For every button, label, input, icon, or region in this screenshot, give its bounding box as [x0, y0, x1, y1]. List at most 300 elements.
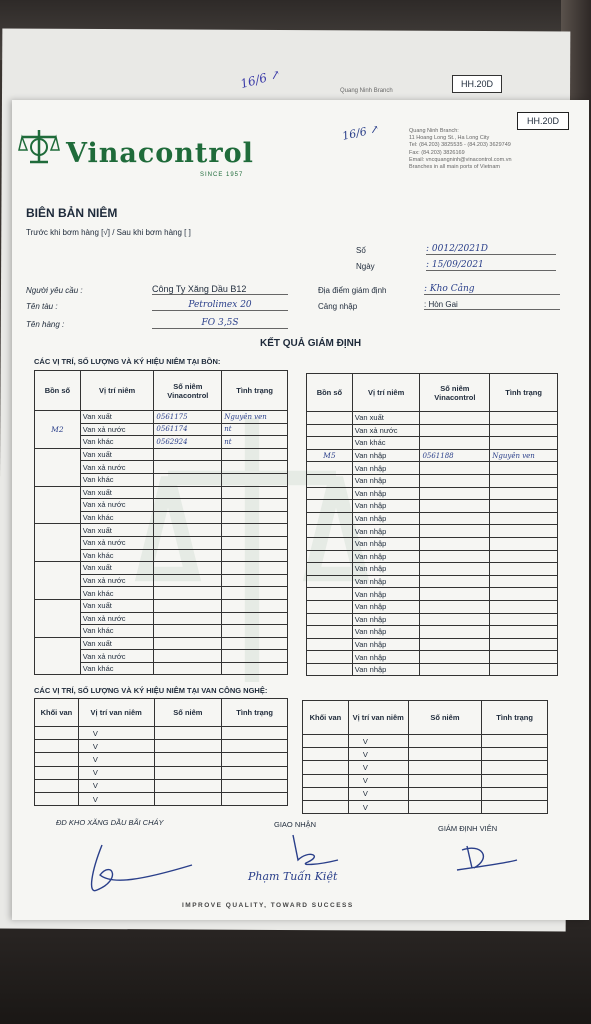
tank-number-cell: [307, 512, 353, 525]
valve-position-cell: Van khác: [352, 437, 420, 450]
valve-position-cell: Van xả nước: [80, 650, 154, 663]
inspector-label: GIÁM ĐỊNH VIÊN: [438, 824, 498, 833]
seal-number-cell: [154, 511, 222, 524]
cang-nhap-value: : Hòn Gai: [424, 300, 560, 310]
condition-cell: [490, 613, 558, 626]
back-branch-label: Quang Ninh Branch: [340, 88, 393, 94]
depot-signature-label: ĐD KHO XĂNG DẦU BÃI CHÁY: [56, 818, 164, 827]
valve-position-cell: Van xả nước: [80, 461, 154, 474]
tank-number-cell: [307, 613, 353, 626]
seal-number-cell: [420, 525, 490, 538]
tinh-trang-header: Tình trạng: [490, 374, 558, 412]
table-row: [303, 787, 548, 800]
valve-position-cell: V: [78, 766, 154, 779]
table-row: [307, 563, 558, 576]
valve-position-cell: Van nhập: [352, 550, 420, 563]
condition-cell: [222, 599, 288, 612]
condition-cell: [490, 588, 558, 601]
back-form-code: HH.20D: [452, 75, 502, 93]
valve-block-cell: [35, 727, 79, 740]
seal-number-cell: [420, 412, 490, 425]
document-sheet: [12, 100, 589, 920]
condition-cell: [222, 662, 288, 675]
seal-number-cell: [154, 574, 222, 587]
condition-cell: [222, 637, 288, 650]
branch-line: Email: vncquangninh@vinacontrol.com.vn: [409, 156, 512, 163]
condition-cell: [222, 727, 288, 740]
valve-position-cell: V: [348, 735, 408, 748]
table-row: [307, 638, 558, 651]
table-row: [307, 575, 558, 588]
valve-position-cell: Van nhập: [352, 588, 420, 601]
valve-position-cell: Van nhập: [352, 512, 420, 525]
seal-number-cell: [154, 536, 222, 549]
seal-number-cell: [420, 437, 490, 450]
table-row: [307, 525, 558, 538]
tank-number-cell: [35, 562, 81, 600]
tinh-trang-header: Tình trạng: [222, 371, 288, 411]
seal-number-cell: 0561175: [154, 411, 222, 424]
valve-position-cell: V: [78, 740, 154, 753]
tank-number-cell: M2: [35, 411, 81, 449]
table-row: [35, 792, 288, 805]
background-bottom: [0, 920, 591, 1024]
valve-position-cell: Van xả nước: [352, 424, 420, 437]
condition-cell: [490, 500, 558, 513]
table-row: [303, 800, 548, 813]
condition-cell: [482, 774, 548, 787]
condition-cell: [490, 537, 558, 550]
valve-position-cell: Van nhập: [352, 600, 420, 613]
table-row: [307, 613, 558, 626]
condition-cell: [490, 474, 558, 487]
tank-number-cell: [35, 637, 81, 675]
condition-cell: [222, 625, 288, 638]
vi-tri-van-header: Vị trí van niêm: [78, 699, 154, 727]
valve-position-cell: Van nhập: [352, 525, 420, 538]
branch-line: Fax: (84.203) 3826169: [409, 149, 465, 156]
seal-number-cell: [154, 650, 222, 663]
seal-number-cell: [420, 651, 490, 664]
bon-so-header: Bồn số: [307, 374, 353, 412]
valve-position-cell: Van xuất: [80, 448, 154, 461]
branch-line: Tel: (84.203) 3825535 - (84.203) 3629749: [409, 142, 511, 149]
tank-number-cell: [307, 412, 353, 425]
valve-position-cell: V: [348, 787, 408, 800]
branch-line: 11 Hoang Long St., Ha Long City: [409, 135, 490, 142]
table-row: [307, 663, 558, 676]
branch-line: Quang Ninh Branch:: [409, 128, 459, 134]
table-row: [307, 626, 558, 639]
nguoi-yeu-cau-value: Công Ty Xăng Dầu B12: [152, 284, 288, 295]
condition-cell: [222, 587, 288, 600]
seal-number-cell: [420, 537, 490, 550]
seal-number-cell: [420, 500, 490, 513]
seal-number-cell: 0562924: [154, 436, 222, 449]
vinacontrol-logo-text: Vinacontrol: [66, 138, 254, 169]
seal-number-cell: [154, 779, 222, 792]
seal-number-cell: [154, 461, 222, 474]
seal-number-cell: [154, 549, 222, 562]
tank-table-left: [34, 370, 288, 675]
vi-tri-niem-header: Vị trí niêm: [80, 371, 154, 411]
table-row: [35, 753, 288, 766]
condition-cell: [490, 462, 558, 475]
giao-nhan-signature-name: Phạm Tuấn Kiệt: [248, 870, 338, 883]
table-row: [303, 761, 548, 774]
condition-cell: [490, 525, 558, 538]
seal-number-cell: [408, 761, 482, 774]
condition-cell: [490, 437, 558, 450]
condition-cell: [490, 550, 558, 563]
table-row: [307, 588, 558, 601]
khoi-van-header: Khối van: [35, 699, 79, 727]
inspector-signature: [452, 838, 522, 878]
valve-position-cell: Van khác: [80, 436, 154, 449]
tank-table-right: [306, 373, 558, 676]
tank-number-cell: [307, 563, 353, 576]
vi-tri-niem-header: Vị trí niêm: [352, 374, 420, 412]
seal-number-cell: [154, 448, 222, 461]
seal-number-cell: [408, 787, 482, 800]
valve-position-cell: Van nhập: [352, 449, 420, 462]
so-niem-header: Số niêm: [154, 699, 222, 727]
table-row: [307, 462, 558, 475]
valve-position-cell: V: [78, 779, 154, 792]
table-row: [35, 637, 288, 650]
dia-diem-value: : Kho Cảng: [424, 284, 560, 295]
condition-cell: [222, 650, 288, 663]
so-niem-header: Số niêm Vinacontrol: [420, 374, 490, 412]
form-code: HH.20D: [517, 112, 569, 130]
condition-cell: [490, 512, 558, 525]
valve-position-cell: V: [348, 800, 408, 813]
seal-number-cell: [408, 774, 482, 787]
seal-number-cell: [154, 599, 222, 612]
seal-number-cell: [420, 588, 490, 601]
table-row: [307, 474, 558, 487]
seal-number-cell: [420, 487, 490, 500]
table-row: [35, 524, 288, 537]
depot-signature: [82, 840, 202, 900]
tank-number-cell: [307, 663, 353, 676]
valve-block-cell: [303, 787, 349, 800]
valve-position-cell: Van khác: [80, 511, 154, 524]
condition-cell: [482, 800, 548, 813]
seal-number-cell: [154, 486, 222, 499]
bon-so-header: Bồn số: [35, 371, 81, 411]
seal-number-cell: [154, 766, 222, 779]
valve-block-cell: [303, 735, 349, 748]
condition-cell: [222, 536, 288, 549]
tank-number-cell: [35, 448, 81, 486]
seal-number-cell: [420, 550, 490, 563]
valve-block-cell: [303, 774, 349, 787]
valve-position-cell: Van xuất: [352, 412, 420, 425]
table-row: [307, 512, 558, 525]
condition-cell: [490, 575, 558, 588]
seal-number-cell: [154, 792, 222, 805]
condition-cell: [490, 663, 558, 676]
seal-number-cell: [420, 663, 490, 676]
ten-hang-label: Tên hàng :: [26, 320, 65, 329]
tank-number-cell: [307, 424, 353, 437]
seal-number-cell: [154, 753, 222, 766]
so-value: : 0012/2021D: [426, 244, 556, 255]
document-title: BIÊN BẢN NIÊM: [26, 206, 118, 220]
result-title: KẾT QUẢ GIÁM ĐỊNH: [260, 338, 362, 349]
condition-cell: [482, 735, 548, 748]
footer-slogan: IMPROVE QUALITY, TOWARD SUCCESS: [182, 902, 354, 909]
top-signature: 16/6 ↗: [341, 122, 381, 143]
table-row: [307, 500, 558, 513]
condition-cell: [490, 638, 558, 651]
tank-number-cell: [307, 500, 353, 513]
valve-position-cell: Van nhập: [352, 663, 420, 676]
seal-number-cell: [420, 474, 490, 487]
valve-position-cell: Van xuất: [80, 599, 154, 612]
valve-position-cell: Van xả nước: [80, 499, 154, 512]
valve-position-cell: V: [78, 727, 154, 740]
table-row: [307, 550, 558, 563]
valve-position-cell: Van nhập: [352, 638, 420, 651]
valve-position-cell: V: [348, 774, 408, 787]
pump-status-line: Trước khi bơm hàng [√] / Sau khi bơm hàng [ ]: [26, 228, 191, 237]
valve-position-cell: Van xả nước: [80, 612, 154, 625]
cang-nhap-label: Cảng nhập: [318, 302, 358, 311]
seal-number-cell: [420, 613, 490, 626]
table-row: [303, 748, 548, 761]
valve-block-cell: [35, 766, 79, 779]
table-row: [307, 487, 558, 500]
condition-cell: [490, 651, 558, 664]
valve-position-cell: Van xả nước: [80, 536, 154, 549]
seal-number-cell: [154, 740, 222, 753]
table-row: [307, 437, 558, 450]
khoi-van-header: Khối van: [303, 701, 349, 735]
condition-cell: [222, 766, 288, 779]
valve-position-cell: Van nhập: [352, 651, 420, 664]
ngay-label: Ngày: [356, 262, 375, 271]
tank-number-cell: [307, 626, 353, 639]
seal-number-cell: [408, 800, 482, 813]
tank-number-cell: [307, 575, 353, 588]
condition-cell: [490, 412, 558, 425]
valve-block-cell: [35, 779, 79, 792]
seal-number-cell: [420, 512, 490, 525]
table-row: [303, 735, 548, 748]
valve-position-cell: Van xuất: [80, 637, 154, 650]
branch-info: [409, 128, 579, 171]
valve-block-cell: [35, 792, 79, 805]
table-row: [35, 727, 288, 740]
valve-block-cell: [35, 753, 79, 766]
seal-number-cell: [420, 638, 490, 651]
condition-cell: [222, 753, 288, 766]
tank-number-cell: [307, 474, 353, 487]
valve-position-cell: Van nhập: [352, 500, 420, 513]
condition-cell: Nguyên ven: [222, 411, 288, 424]
tank-number-cell: [35, 599, 81, 637]
seal-number-cell: [154, 499, 222, 512]
seal-number-cell: [420, 424, 490, 437]
seal-number-cell: [154, 587, 222, 600]
condition-cell: [482, 787, 548, 800]
seal-number-cell: 0561188: [420, 449, 490, 462]
seal-number-cell: [154, 662, 222, 675]
valve-table-left: [34, 698, 288, 806]
seal-number-cell: [420, 462, 490, 475]
logo-since: SINCE 1957: [200, 172, 244, 178]
tank-number-cell: [307, 462, 353, 475]
condition-cell: nt: [222, 436, 288, 449]
valve-position-cell: V: [78, 792, 154, 805]
valve-block-cell: [303, 748, 349, 761]
valve-position-cell: Van xuất: [80, 486, 154, 499]
table-row: [307, 651, 558, 664]
tank-number-cell: [307, 437, 353, 450]
condition-cell: [222, 448, 288, 461]
seal-number-cell: [408, 735, 482, 748]
tank-number-cell: [307, 651, 353, 664]
tank-number-cell: [307, 588, 353, 601]
seal-number-cell: [420, 575, 490, 588]
condition-cell: [490, 563, 558, 576]
condition-cell: [222, 461, 288, 474]
ten-tau-value: Petrolimex 20: [152, 300, 288, 311]
valve-position-cell: Van khác: [80, 625, 154, 638]
tank-number-cell: [307, 537, 353, 550]
valve-table-right: [302, 700, 548, 814]
condition-cell: [222, 524, 288, 537]
table-row: [35, 448, 288, 461]
condition-cell: Nguyên ven: [490, 449, 558, 462]
valve-position-cell: Van khác: [80, 549, 154, 562]
seal-number-cell: [154, 612, 222, 625]
ten-hang-value: FO 3,5S: [152, 318, 288, 329]
tank-number-cell: [307, 600, 353, 613]
vi-tri-van-header: Vị trí van niêm: [348, 701, 408, 735]
valve-position-cell: Van xuất: [80, 411, 154, 424]
so-niem-header: Số niêm: [408, 701, 482, 735]
valve-position-cell: Van khác: [80, 587, 154, 600]
tinh-trang-header: Tình trạng: [482, 701, 548, 735]
table-row: [35, 740, 288, 753]
valve-position-cell: Van nhập: [352, 613, 420, 626]
valve-position-cell: Van nhập: [352, 537, 420, 550]
valve-position-cell: Van nhập: [352, 474, 420, 487]
valve-position-cell: Van xả nước: [80, 574, 154, 587]
ten-tau-label: Tên tàu :: [26, 302, 58, 311]
seal-number-cell: [154, 562, 222, 575]
tank-number-cell: [307, 638, 353, 651]
seal-number-cell: [420, 600, 490, 613]
seal-number-cell: [154, 524, 222, 537]
tank-number-cell: [35, 486, 81, 524]
condition-cell: [222, 740, 288, 753]
valve-position-cell: Van xả nước: [80, 423, 154, 436]
condition-cell: [482, 748, 548, 761]
table-row: [35, 779, 288, 792]
valve-block-cell: [303, 761, 349, 774]
scale-logo-icon: [18, 128, 60, 164]
branch-line: Branches in all main ports of Vietnam: [409, 164, 500, 171]
so-label: Số: [356, 246, 366, 255]
seal-number-cell: [154, 625, 222, 638]
condition-cell: [222, 612, 288, 625]
table-row: [303, 774, 548, 787]
table-row: [307, 412, 558, 425]
valve-position-cell: Van nhập: [352, 487, 420, 500]
condition-cell: [222, 562, 288, 575]
table-row: [35, 411, 288, 424]
table-row: [35, 766, 288, 779]
valve-position-cell: Van nhập: [352, 563, 420, 576]
condition-cell: [222, 549, 288, 562]
table-row: [307, 449, 558, 462]
valve-position-cell: Van khác: [80, 473, 154, 486]
seal-number-cell: [154, 637, 222, 650]
nguoi-yeu-cau-label: Người yêu cầu :: [26, 286, 83, 295]
condition-cell: [222, 779, 288, 792]
giao-nhan-label: GIAO NHẬN: [274, 820, 317, 829]
condition-cell: [482, 761, 548, 774]
tank-section-title: CÁC VỊ TRÍ, SỐ LƯỢNG VÀ KÝ HIỆU NIÊM TẠI BỒN:: [34, 357, 221, 366]
seal-number-cell: [154, 727, 222, 740]
valve-block-cell: [303, 800, 349, 813]
seal-number-cell: [408, 748, 482, 761]
table-row: [307, 600, 558, 613]
table-row: [307, 537, 558, 550]
seal-number-cell: 0561174: [154, 423, 222, 436]
valve-position-cell: Van khác: [80, 662, 154, 675]
tank-number-cell: [307, 525, 353, 538]
condition-cell: [490, 424, 558, 437]
condition-cell: [222, 574, 288, 587]
valve-block-cell: [35, 740, 79, 753]
valve-position-cell: Van nhập: [352, 462, 420, 475]
condition-cell: nt: [222, 423, 288, 436]
condition-cell: [222, 499, 288, 512]
condition-cell: [490, 487, 558, 500]
valve-position-cell: Van xuất: [80, 524, 154, 537]
valve-section-title: CÁC VỊ TRÍ, SỐ LƯỢNG VÀ KÝ HIỆU NIÊM TẠI VAN CÔNG NGHỆ:: [34, 686, 268, 695]
condition-cell: [222, 792, 288, 805]
tinh-trang-header: Tình trạng: [222, 699, 288, 727]
dia-diem-label: Địa điểm giám định: [318, 286, 387, 295]
table-row: [35, 486, 288, 499]
valve-position-cell: V: [348, 748, 408, 761]
tank-number-cell: [35, 524, 81, 562]
condition-cell: [222, 511, 288, 524]
table-row: [35, 562, 288, 575]
seal-number-cell: [420, 563, 490, 576]
seal-number-cell: [154, 473, 222, 486]
giao-nhan-signature-mark: [278, 830, 348, 870]
valve-position-cell: Van xuất: [80, 562, 154, 575]
condition-cell: [490, 600, 558, 613]
tank-number-cell: [307, 487, 353, 500]
condition-cell: [490, 626, 558, 639]
back-signature: 16/6 ↗: [238, 66, 282, 92]
valve-position-cell: Van nhập: [352, 626, 420, 639]
table-row: [307, 424, 558, 437]
ngay-value: : 15/09/2021: [426, 260, 556, 271]
so-niem-header: Số niêm Vinacontrol: [154, 371, 222, 411]
condition-cell: [222, 473, 288, 486]
valve-position-cell: Van nhập: [352, 575, 420, 588]
seal-number-cell: [420, 626, 490, 639]
